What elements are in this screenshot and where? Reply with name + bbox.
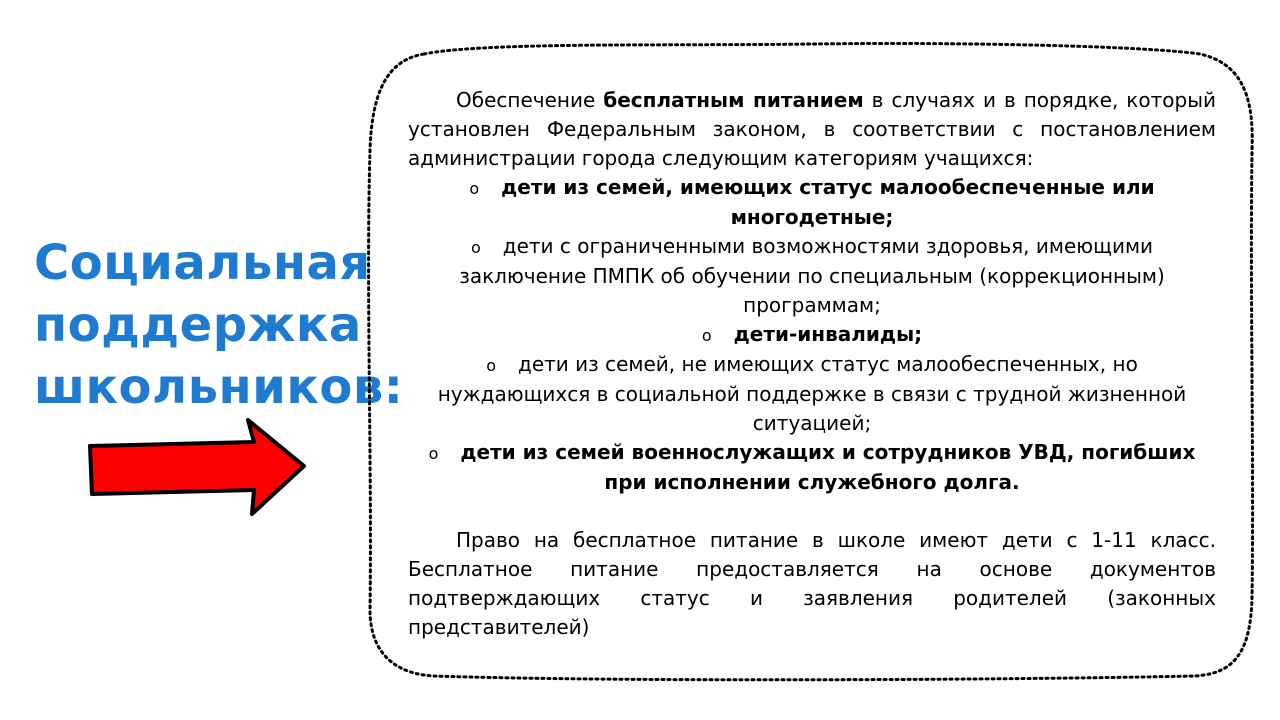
spacer [408,497,1216,526]
title-line-1: Социальная [34,235,371,291]
bullet-icon: o [469,179,480,198]
intro-paragraph [408,86,1216,173]
bullet-icon: o [701,326,712,345]
bullet-icon: o [428,444,439,463]
title-line-2: поддержка [34,297,362,353]
intro-bold: бесплатным питанием [603,88,864,112]
arrow-shape [90,420,304,514]
list-item-text: дети из семей, не имеющих статус малообеспеченных, но нуждающихся в социальной поддержке в связи с трудной жизненной ситуацией; [437,352,1187,435]
right-arrow-icon [82,416,308,518]
slide-title [34,232,404,418]
list-item [408,232,1216,320]
title-line-3: школьников: [34,359,404,415]
category-list [408,173,1216,497]
closing-paragraph: Право на бесплатное питание в школе имеют дети с 1-11 класс. Бесплатное питание предоставляется на основе документов подтверждающих статус и заявления родителей (законных представителей) [408,528,1216,639]
list-item [408,173,1216,232]
bullet-icon: o [486,356,496,375]
list-item [408,320,1216,350]
bullet-icon: o [470,238,481,257]
list-item [408,438,1216,497]
list-item-text: дети-инвалиды; [733,322,923,346]
list-item-text: дети из семей военнослужащих и сотрудников УВД, погибших при исполнении служебного долга. [460,440,1196,494]
intro-prefix: Обеспечение [456,88,604,112]
intro-suffix: в случаях и в порядке, который установлен Федеральным законом, в соответствии с постановлением администрации города следующим категориям учащихся: [408,88,1216,170]
list-item [408,350,1216,438]
list-item-text: дети из семей, имеющих статус малообеспеченные или многодетные; [501,175,1155,229]
list-item-text: дети с ограниченными возможностями здоровья, имеющими заключение ПМПК об обучении по специальным (коррекционным) программам; [459,234,1165,317]
content-body [408,86,1216,642]
